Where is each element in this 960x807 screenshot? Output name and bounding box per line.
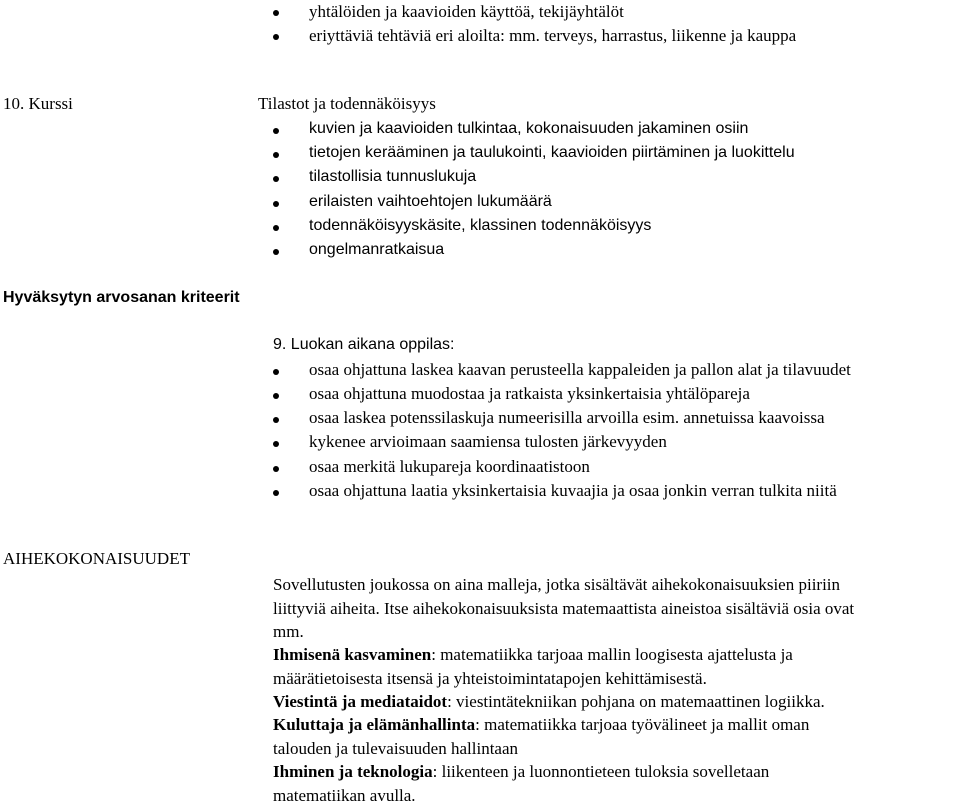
- theme-teknologia: [273, 760, 960, 807]
- theme-kuluttaja: [273, 713, 960, 760]
- theme-ihmisena-kasvaminen: [273, 643, 960, 690]
- course-title: Tilastot ja todennäköisyys: [258, 94, 436, 114]
- bullet-icon: [273, 249, 279, 255]
- bullet-icon: [273, 10, 279, 16]
- criteria-item: osaa ohjattuna laskea kaavan perusteella kappaleiden ja pallon alat ja tilavuudet: [309, 360, 851, 380]
- bullet-icon: [273, 466, 279, 472]
- themes-heading: AIHEKOKONAISUUDET: [3, 549, 190, 569]
- course-label: 10. Kurssi: [3, 94, 73, 114]
- bullet-icon: [273, 393, 279, 399]
- theme-text: määrätietoisesta itsensä ja yhteistoimintatapojen kehittämisestä.: [273, 667, 960, 691]
- bullet-icon: [273, 176, 279, 182]
- themes-intro-line: mm.: [273, 620, 960, 644]
- theme-viestinta: [273, 690, 960, 714]
- bullet-icon: [273, 225, 279, 231]
- bullet-icon: [273, 128, 279, 134]
- theme-text: talouden ja tulevaisuuden hallintaan: [273, 737, 960, 761]
- list-item: yhtälöiden ja kaavioiden käyttöä, tekijäyhtälöt: [309, 2, 624, 22]
- themes-intro-line: liittyviä aiheita. Itse aihekokonaisuuksista matemaattista aineistoa sisältäviä osia ovat: [273, 597, 960, 621]
- criteria-item: osaa ohjattuna laatia yksinkertaisia kuvaajia ja osaa jonkin verran tulkita niitä: [309, 481, 837, 501]
- course-topic: todennäköisyyskäsite, klassinen todennäköisyys: [309, 217, 651, 235]
- theme-term: Ihmisenä kasvaminen: [273, 645, 431, 664]
- theme-term: Ihminen ja teknologia: [273, 762, 433, 781]
- bullet-icon: [273, 369, 279, 375]
- course-topic: ongelmanratkaisua: [309, 241, 444, 259]
- themes-intro-line: Sovellutusten joukossa on aina malleja, jotka sisältävät aihekokonaisuuksien piiriin: [273, 573, 960, 597]
- criteria-item: osaa ohjattuna muodostaa ja ratkaista yksinkertaisia yhtälöpareja: [309, 384, 750, 404]
- bullet-icon: [273, 417, 279, 423]
- list-item: eriyttäviä tehtäviä eri aloilta: mm. terveys, harrastus, liikenne ja kauppa: [309, 26, 796, 46]
- criteria-heading: Hyväksytyn arvosanan kriteerit: [3, 289, 240, 307]
- theme-text: matematiikan avulla.: [273, 784, 960, 807]
- course-topic: tietojen kerääminen ja taulukointi, kaavioiden piirtäminen ja luokittelu: [309, 144, 795, 162]
- bullet-icon: [273, 152, 279, 158]
- bullet-icon: [273, 201, 279, 207]
- course-topic: kuvien ja kaavioiden tulkintaa, kokonaisuuden jakaminen osiin: [309, 120, 748, 138]
- themes-intro: [273, 573, 960, 644]
- criteria-intro: 9. Luokan aikana oppilas:: [273, 336, 454, 354]
- theme-text: : matematiikka tarjoaa työvälineet ja mallit oman: [475, 715, 809, 734]
- theme-text: : viestintätekniikan pohjana on matemaattinen logiikka.: [447, 692, 825, 711]
- theme-term: Viestintä ja mediataidot: [273, 692, 447, 711]
- bullet-icon: [273, 441, 279, 447]
- criteria-item: osaa merkitä lukupareja koordinaatistoon: [309, 457, 590, 477]
- theme-text: : matematiikka tarjoaa mallin loogisesta ajattelusta ja: [431, 645, 793, 664]
- bullet-icon: [273, 490, 279, 496]
- bullet-icon: [273, 34, 279, 40]
- course-topic: erilaisten vaihtoehtojen lukumäärä: [309, 193, 552, 211]
- criteria-item: kykenee arvioimaan saamiensa tulosten järkevyyden: [309, 432, 667, 452]
- course-topic: tilastollisia tunnuslukuja: [309, 168, 476, 186]
- criteria-item: osaa laskea potenssilaskuja numeerisilla arvoilla esim. annetuissa kaavoissa: [309, 408, 825, 428]
- theme-term: Kuluttaja ja elämänhallinta: [273, 715, 475, 734]
- theme-text: : liikenteen ja luonnontieteen tuloksia sovelletaan: [433, 762, 770, 781]
